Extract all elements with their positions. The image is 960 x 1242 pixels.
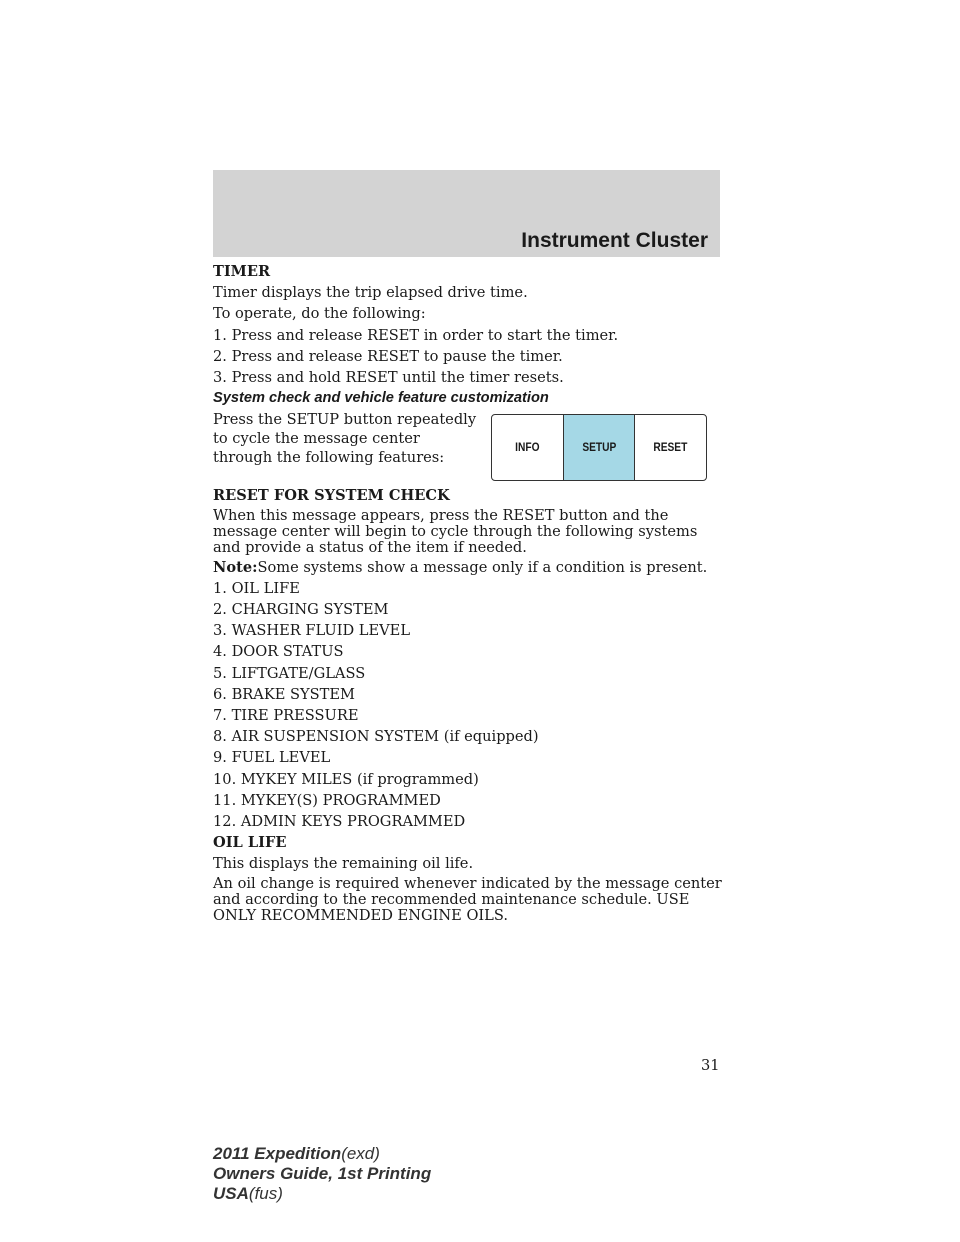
oil-life-heading: OIL LIFE — [213, 834, 287, 852]
timer-step: 3. Press and hold RESET until the timer resets. — [213, 368, 564, 386]
timer-heading: TIMER — [213, 263, 271, 280]
list-item: 12. ADMIN KEYS PROGRAMMED — [213, 812, 466, 830]
reset-check-heading: RESET FOR SYSTEM CHECK — [213, 487, 450, 505]
page-content — [213, 262, 723, 926]
footer-region-code: (fus) — [248, 1184, 283, 1203]
oil-life-text: An oil change is required whenever indicated by the message center and according to the recommended maintenance schedule. USE ONLY RECOMMENDED ENGINE OILS. — [213, 874, 722, 924]
reset-button[interactable] — [635, 415, 706, 480]
setup-button[interactable] — [563, 415, 636, 480]
note-text: Some systems show a message only if a condition is present. — [257, 558, 708, 576]
setup-description: Press the SETUP button repeatedly to cycle the message center through the following features: — [213, 411, 477, 467]
section-header — [213, 170, 720, 257]
setup-feature-block — [213, 410, 723, 485]
footer-model: 2011 Expedition — [213, 1144, 342, 1163]
list-item: 6. BRAKE SYSTEM — [213, 685, 355, 703]
list-item: 8. AIR SUSPENSION SYSTEM (if equipped) — [213, 728, 539, 746]
page-number: 31 — [701, 1057, 720, 1074]
footer-model-code: (exd) — [341, 1144, 380, 1163]
list-item: 2. CHARGING SYSTEM — [213, 601, 389, 619]
footer — [213, 1144, 431, 1204]
footer-region: USA — [213, 1184, 249, 1203]
footer-guide: Owners Guide, 1st Printing — [213, 1164, 432, 1183]
timer-description: Timer displays the trip elapsed drive time. — [213, 284, 528, 302]
reset-check-text: When this message appears, press the RESET button and the message center will begin to cycle through the following systems and provide a status of the item if needed. — [213, 506, 698, 556]
list-item: 4. DOOR STATUS — [213, 643, 344, 661]
reset-button-label: RESET — [653, 440, 688, 455]
list-item: 1. OIL LIFE — [213, 579, 300, 597]
footer-model-line — [213, 1144, 431, 1164]
oil-life-description: This displays the remaining oil life. — [213, 855, 474, 873]
list-item: 10. MYKEY MILES (if programmed) — [213, 770, 479, 788]
note-label: Note: — [213, 558, 258, 576]
list-item: 3. WASHER FLUID LEVEL — [213, 622, 411, 640]
list-item: 9. FUEL LEVEL — [213, 749, 331, 767]
list-item: 7. TIRE PRESSURE — [213, 707, 359, 724]
setup-button-label: SETUP — [582, 440, 617, 455]
info-button[interactable] — [492, 415, 563, 480]
list-item: 5. LIFTGATE/GLASS — [213, 664, 366, 682]
timer-intro: To operate, do the following: — [213, 305, 426, 323]
timer-step: 1. Press and release RESET in order to start the timer. — [213, 326, 619, 344]
info-button-label: INFO — [515, 440, 540, 455]
list-item: 11. MYKEY(S) PROGRAMMED — [213, 791, 441, 809]
system-check-subheading: System check and vehicle feature customization — [213, 390, 549, 407]
message-center-button-panel — [491, 414, 707, 481]
footer-region-line — [213, 1184, 431, 1204]
section-title: Instrument Cluster — [521, 229, 708, 252]
note — [213, 558, 723, 577]
timer-step: 2. Press and release RESET to pause the timer. — [213, 347, 563, 365]
